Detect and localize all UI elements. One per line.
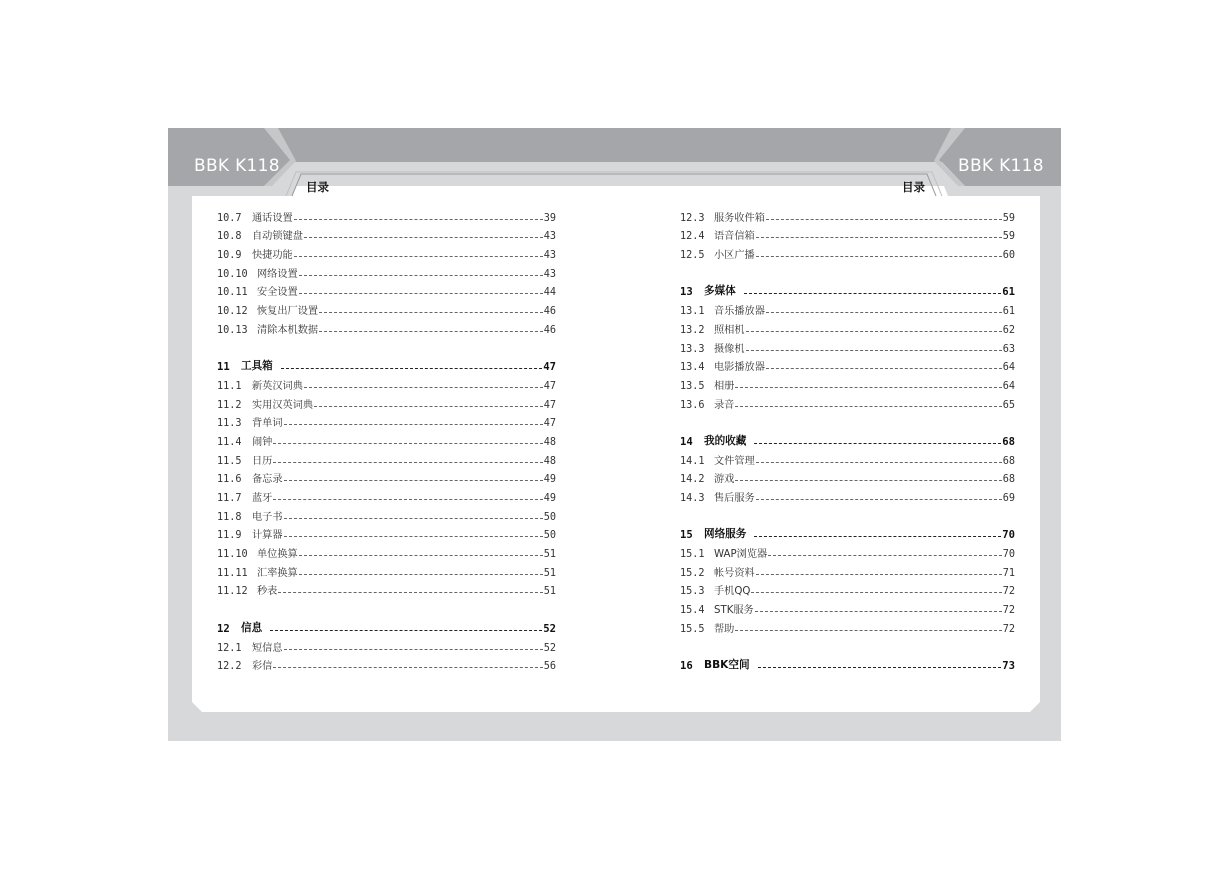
dot-leader <box>273 667 542 668</box>
toc-entry-page: 72 <box>1002 623 1015 635</box>
toc-entry-page: 50 <box>543 530 556 542</box>
toc-entry-title: 自动锁键盘 <box>252 231 303 243</box>
dot-leader <box>314 406 543 407</box>
toc-entry-number: 11.2 <box>217 399 242 411</box>
toc-entry-page: 71 <box>1002 567 1015 579</box>
dot-leader <box>746 350 1002 351</box>
toc-entry-page: 61 <box>1002 306 1015 318</box>
dot-leader <box>294 256 543 257</box>
toc-entry <box>680 336 1015 355</box>
toc-entry-page: 47 <box>543 361 556 374</box>
toc-entry-number: 12.4 <box>680 231 705 243</box>
dot-leader <box>299 555 543 556</box>
toc-entry-title: 备忘录 <box>252 474 283 486</box>
toc-entry-page: 51 <box>543 549 556 561</box>
toc-entry <box>680 448 1015 467</box>
page-title-right: 目录 <box>902 180 925 194</box>
dot-leader <box>756 574 1002 575</box>
dot-leader <box>766 368 1002 369</box>
toc-entry-number: 11.6 <box>217 474 242 486</box>
toc-entry <box>217 485 556 504</box>
toc-entry <box>680 616 1015 635</box>
toc-entry-title: 汇率换算 <box>257 567 298 579</box>
toc-entry-title: 彩信 <box>252 661 273 673</box>
toc-entry-number: 13 <box>680 286 693 299</box>
toc-entry-page: 47 <box>543 380 556 392</box>
toc-entry-number: 10.9 <box>217 250 242 262</box>
toc-entry <box>680 224 1015 243</box>
toc-chapter-entry <box>680 654 1015 673</box>
toc-entry-number: 12.1 <box>217 642 242 654</box>
dot-leader <box>319 312 543 313</box>
toc-entry-page: 69 <box>1002 493 1015 504</box>
toc-column-right <box>680 205 1015 672</box>
toc-entry-number: 10.10 <box>217 268 248 280</box>
toc-entry <box>217 411 556 430</box>
toc-entry-number: 14.2 <box>680 474 705 486</box>
toc-entry <box>217 429 556 448</box>
toc-entry-number: 12 <box>217 622 230 635</box>
dot-leader <box>744 293 1001 294</box>
dot-leader <box>284 518 543 519</box>
toc-entry-number: 14.3 <box>680 493 705 504</box>
toc-entry-number: 15.1 <box>680 549 705 561</box>
toc-entry-title: WAP浏览器 <box>714 549 768 561</box>
toc-entry-title: 闹钟 <box>252 436 273 448</box>
toc-entry-number: 13.3 <box>680 343 705 355</box>
toc-entry-page: 68 <box>1002 435 1015 448</box>
toc-entry-title: 相册 <box>714 380 735 392</box>
toc-entry <box>680 597 1015 616</box>
dot-leader <box>270 630 542 631</box>
toc-entry <box>217 298 556 317</box>
toc-entry <box>217 280 556 299</box>
toc-entry <box>217 373 556 392</box>
toc-entry-number: 11.7 <box>217 493 242 504</box>
toc-entry-number: 15.2 <box>680 567 705 579</box>
toc-entry <box>680 242 1015 261</box>
toc-entry-page: 70 <box>1002 549 1015 561</box>
toc-entry-page: 61 <box>1002 286 1015 299</box>
toc-entry-number: 10.8 <box>217 231 242 243</box>
toc-entry-title: 工具箱 <box>241 360 273 373</box>
toc-entry-number: 11.1 <box>217 380 242 392</box>
toc-entry-number: 12.2 <box>217 661 242 673</box>
toc-entry-title: BBK空间 <box>704 659 750 672</box>
dot-leader <box>299 574 543 575</box>
toc-entry-page: 72 <box>1002 605 1015 617</box>
brand-title-left: BBK K118 <box>194 156 280 176</box>
toc-entry <box>217 560 556 579</box>
toc-entry <box>217 541 556 560</box>
toc-entry-number: 11 <box>217 361 230 374</box>
toc-entry-number: 12.5 <box>680 250 705 262</box>
toc-entry-page: 51 <box>543 586 556 598</box>
dot-leader <box>294 219 543 220</box>
document-spread <box>168 128 1061 741</box>
toc-entry <box>680 579 1015 598</box>
toc-chapter-entry <box>680 429 1015 448</box>
section-gap <box>680 261 1015 280</box>
dot-leader <box>754 536 1001 537</box>
dot-leader <box>751 592 1001 593</box>
toc-entry-title: 信息 <box>241 621 263 634</box>
toc-entry-title: 我的收藏 <box>704 434 747 447</box>
toc-entry-title: 帮助 <box>714 623 735 635</box>
toc-entry-number: 10.7 <box>217 212 242 224</box>
dot-leader <box>299 275 543 276</box>
toc-entry-page: 52 <box>543 642 556 654</box>
toc-entry <box>217 392 556 411</box>
toc-entry <box>217 448 556 467</box>
toc-entry-number: 15.5 <box>680 623 705 635</box>
toc-entry <box>680 373 1015 392</box>
toc-entry-page: 43 <box>543 250 556 262</box>
page-title-left: 目录 <box>306 180 329 194</box>
toc-entry-page: 65 <box>1002 399 1015 411</box>
toc-entry <box>217 224 556 243</box>
toc-entry-title: 多媒体 <box>704 285 736 298</box>
toc-entry-title: 恢复出厂设置 <box>257 306 319 318</box>
toc-entry-number: 12.3 <box>680 212 705 224</box>
toc-entry <box>217 317 556 336</box>
toc-entry-title: 摄像机 <box>714 343 745 355</box>
toc-entry-title: 文件管理 <box>714 455 755 467</box>
section-gap <box>680 411 1015 430</box>
toc-entry <box>680 355 1015 374</box>
toc-entry-title: 秒表 <box>257 586 278 598</box>
dot-leader <box>284 480 543 481</box>
toc-entry-page: 46 <box>543 324 556 336</box>
toc-chapter-entry <box>217 616 556 635</box>
toc-entry-title: 电影播放器 <box>714 362 765 374</box>
section-gap <box>217 597 556 616</box>
toc-entry <box>217 242 556 261</box>
toc-entry-page: 51 <box>543 567 556 579</box>
toc-entry-page: 50 <box>543 511 556 523</box>
toc-entry-title: 游戏 <box>714 474 735 486</box>
toc-entry-page: 49 <box>543 474 556 486</box>
dot-leader <box>756 237 1002 238</box>
toc-entry <box>217 261 556 280</box>
dot-leader <box>735 387 1001 388</box>
toc-chapter-entry <box>680 280 1015 299</box>
toc-entry-number: 10.11 <box>217 287 248 299</box>
dot-leader <box>284 424 543 425</box>
toc-entry-page: 59 <box>1002 212 1015 224</box>
toc-entry-title: 清除本机数据 <box>257 324 319 336</box>
toc-entry-number: 11.9 <box>217 530 242 542</box>
toc-entry-number: 13.6 <box>680 399 705 411</box>
toc-entry-page: 62 <box>1002 324 1015 336</box>
section-gap <box>680 635 1015 654</box>
toc-entry <box>680 485 1015 504</box>
toc-entry-number: 11.10 <box>217 549 248 561</box>
toc-entry-number: 13.4 <box>680 362 705 374</box>
toc-entry <box>680 467 1015 486</box>
toc-entry-page: 59 <box>1002 231 1015 243</box>
toc-entry-page: 56 <box>543 661 556 673</box>
toc-entry-title: 帐号资料 <box>714 567 755 579</box>
toc-entry <box>217 654 556 673</box>
dot-leader <box>304 387 543 388</box>
toc-entry <box>680 317 1015 336</box>
toc-entry-number: 11.8 <box>217 511 242 523</box>
toc-entry-page: 72 <box>1002 586 1015 598</box>
toc-column-left <box>217 205 556 672</box>
toc-entry-title: 售后服务 <box>714 493 755 504</box>
toc-entry-title: 短信息 <box>252 642 283 654</box>
toc-entry <box>680 298 1015 317</box>
toc-entry-title: 照相机 <box>714 324 745 336</box>
toc-entry-title: 实用汉英词典 <box>252 399 314 411</box>
toc-entry-title: 语音信箱 <box>714 231 755 243</box>
toc-chapter-entry <box>217 355 556 374</box>
dot-leader <box>766 312 1002 313</box>
section-gap <box>680 504 1015 523</box>
toc-entry <box>217 635 556 654</box>
toc-chapter-entry <box>680 523 1015 542</box>
toc-entry-title: 网络设置 <box>257 268 298 280</box>
toc-entry-title: 日历 <box>252 455 273 467</box>
dot-leader <box>756 462 1002 463</box>
toc-entry <box>680 541 1015 560</box>
toc-entry <box>217 504 556 523</box>
toc-entry-title: 快捷功能 <box>252 250 293 262</box>
toc-entry-page: 73 <box>1002 660 1015 673</box>
toc-entry-page: 44 <box>543 287 556 299</box>
section-gap <box>217 336 556 355</box>
toc-entry <box>217 205 556 224</box>
dot-leader <box>758 667 1002 668</box>
toc-entry-number: 16 <box>680 660 693 673</box>
toc-entry-number: 10.13 <box>217 324 248 336</box>
toc-entry-page: 48 <box>543 436 556 448</box>
dot-leader <box>754 443 1001 444</box>
toc-entry-title: 通话设置 <box>252 212 293 224</box>
toc-entry <box>680 392 1015 411</box>
dot-leader <box>299 293 543 294</box>
dot-leader <box>319 331 543 332</box>
toc-entry-title: 录音 <box>714 399 735 411</box>
dot-leader <box>735 480 1001 481</box>
dot-leader <box>755 611 1002 612</box>
dot-leader <box>304 237 543 238</box>
dot-leader <box>278 592 542 593</box>
toc-entry-page: 64 <box>1002 380 1015 392</box>
toc-entry <box>217 467 556 486</box>
toc-entry-page: 47 <box>543 399 556 411</box>
dot-leader <box>735 406 1001 407</box>
toc-entry-number: 11.12 <box>217 586 248 598</box>
toc-entry-page: 64 <box>1002 362 1015 374</box>
toc-entry-title: 音乐播放器 <box>714 306 765 318</box>
dot-leader <box>768 555 1002 556</box>
toc-entry-page: 47 <box>543 418 556 430</box>
toc-entry-title: 网络服务 <box>704 528 747 541</box>
toc-entry-title: STK服务 <box>714 605 754 617</box>
toc-entry-number: 11.3 <box>217 418 242 430</box>
toc-entry-number: 11.5 <box>217 455 242 467</box>
toc-entry-number: 11.11 <box>217 567 248 579</box>
dot-leader <box>284 536 543 537</box>
toc-entry-title: 电子书 <box>252 511 283 523</box>
toc-entry-page: 39 <box>543 212 556 224</box>
toc-entry-page: 49 <box>543 493 556 504</box>
dot-leader <box>756 499 1002 500</box>
toc-entry-page: 46 <box>543 306 556 318</box>
toc-entry-title: 单位换算 <box>257 549 298 561</box>
toc-entry-page: 63 <box>1002 343 1015 355</box>
toc-entry-number: 15.4 <box>680 605 705 617</box>
dot-leader <box>284 649 543 650</box>
toc-entry-title: 安全设置 <box>257 287 298 299</box>
toc-entry-page: 60 <box>1002 250 1015 262</box>
dot-leader <box>281 368 542 369</box>
toc-entry-title: 新英汉词典 <box>252 380 303 392</box>
toc-entry-title: 手机QQ <box>714 586 751 598</box>
toc-entry-page: 68 <box>1002 474 1015 486</box>
toc-entry-page: 68 <box>1002 455 1015 467</box>
dot-leader <box>273 443 542 444</box>
toc-entry-number: 13.2 <box>680 324 705 336</box>
toc-entry-page: 43 <box>543 231 556 243</box>
dot-leader <box>756 256 1002 257</box>
toc-entry-number: 11.4 <box>217 436 242 448</box>
toc-entry-page: 52 <box>543 622 556 635</box>
toc-entry <box>680 205 1015 224</box>
toc-entry-page: 43 <box>543 268 556 280</box>
toc-entry-page: 70 <box>1002 529 1015 542</box>
toc-entry <box>680 560 1015 579</box>
toc-entry-title: 背单词 <box>252 418 283 430</box>
dot-leader <box>746 331 1002 332</box>
toc-entry-number: 10.12 <box>217 306 248 318</box>
toc-entry-title: 小区广播 <box>714 250 755 262</box>
toc-entry-number: 13.1 <box>680 306 705 318</box>
toc-entry-title: 蓝牙 <box>252 493 273 504</box>
dot-leader <box>273 499 542 500</box>
toc-entry <box>217 523 556 542</box>
toc-entry-number: 15 <box>680 529 693 542</box>
toc-entry-title: 计算器 <box>252 530 283 542</box>
toc-entry-page: 48 <box>543 455 556 467</box>
dot-leader <box>766 219 1002 220</box>
toc-entry <box>217 579 556 598</box>
toc-entry-number: 13.5 <box>680 380 705 392</box>
toc-entry-title: 服务收件箱 <box>714 212 765 224</box>
toc-entry-number: 15.3 <box>680 586 705 598</box>
brand-title-right: BBK K118 <box>958 156 1044 176</box>
toc-entry-number: 14 <box>680 435 693 448</box>
dot-leader <box>735 630 1001 631</box>
toc-entry-number: 14.1 <box>680 455 705 467</box>
dot-leader <box>273 462 542 463</box>
